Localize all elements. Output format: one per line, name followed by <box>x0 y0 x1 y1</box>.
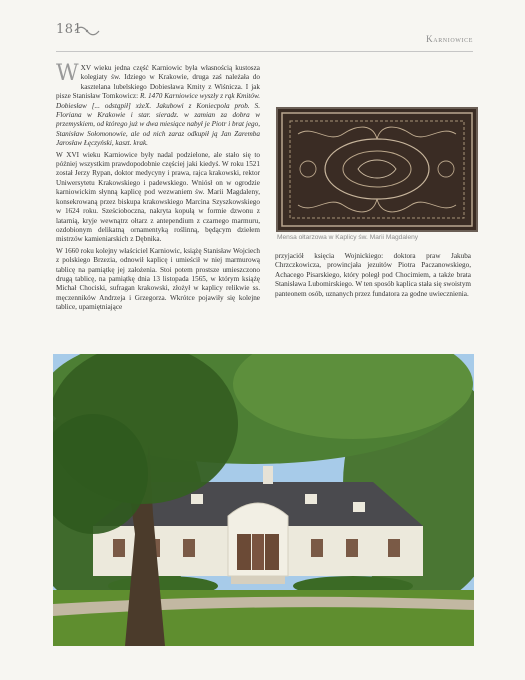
manor-house-photo <box>53 354 474 646</box>
paragraph-1-quote: R. 1470 Karniowice wyszły z rąk Kmitów. Dobiesław [... odstąpił] xżeX. Jakubowi z Koniecpola prob. S. Floriana w Krakowie i star. sieradz. w zamian za dobra w przemyskiem, od którego już w dwa miesiące nabył je Piotr i brat jego, Stanisław Sołomonowie, ale od nich zaraz odkupił ją Jan Zaremba Jarosław Łęczyński, kaszt. krak. <box>56 92 260 148</box>
ornament-icon <box>74 26 100 36</box>
page-number: 181 <box>56 22 83 37</box>
paragraph-1-text: XV wieku jedna część Karniowic była własnością kustosza kolegiaty św. Idziego w Krakowie, druga zaś należała do kasztelana lubelskiego Dobiesława Kmity z Wiśnicza. I jak pisze Stanisław Tomkowicz: <box>56 64 260 101</box>
right-column <box>275 252 471 301</box>
right-paragraph: przyjaciół księcia Wojnickiego: doktora praw Jakuba Chrzczkowicza, prowincjała jezuitów Piotra Paczanowskiego, Achacego Pisarskiego, który poległ pod Chocimiem, a także brata Stanisława Lubomirskiego. W ten sposób kaplica stała się swoistym panteonem osób, uznanych przez fundatora za godne uwiecznienia. <box>275 252 471 298</box>
paragraph-3: W 1660 roku kolejny właściciel Karniowic, książę Stanisław Wojciech z polskiego Brzezia, odnowił kaplicę i umieścił w niej marmurową tablicę na pamiątkę jej założenia. Stoi potem prostsze umieszczono drugą tablicę, na pamiątkę dnia 13 listopada 1565, w którym książę Michał Chociski, sufragan krakowski, złożył w kaplicy relikwie ss. męczenników Andrzeja i Grzegorza. Wkrótce pojawiły się kolejne tablice, upamiętniające <box>56 246 260 312</box>
altar-slab-photo <box>276 107 478 232</box>
slab-caption: Mensa ołtarzowa w Kaplicy św. Marii Magdaleny <box>277 234 419 241</box>
paragraph-1 <box>56 61 260 149</box>
altar-slab-ornament <box>278 109 476 230</box>
dropcap: W <box>56 61 79 86</box>
manor-house-illustration <box>53 354 474 646</box>
paragraph-2: W XVI wieku Karniowice były nadal podzielone, ale stało się to później wszystkim prawdopodobnie częściej jaki kiedyś. W roku 1521 został Jerzy Rypan, doktor medycyny i prawa, rajca krakowski, rektor Uniwersytetu Krakowskiego i padewskiego. Wniósł on w ogrodzie karniowickim słynną kaplicę pod wezwaniem św. Marii Magdaleny, konsekrowaną przez biskupa krakowskiego Marcina Szyszkowskiego w 1624 roku. Sześcioboczna, nakryta kopułą w formie dzwonu z latarnią, kryje wewnątrz ołtarz z antependium z czarnego marmuru, ozdobionym delikatną ornamentyką roślinną, będącym dziełem mistrzów kamieniarskich z Dębnika. <box>56 150 260 244</box>
running-head: Karniowice <box>426 34 473 44</box>
header-rule <box>56 51 473 52</box>
left-column <box>56 61 260 315</box>
